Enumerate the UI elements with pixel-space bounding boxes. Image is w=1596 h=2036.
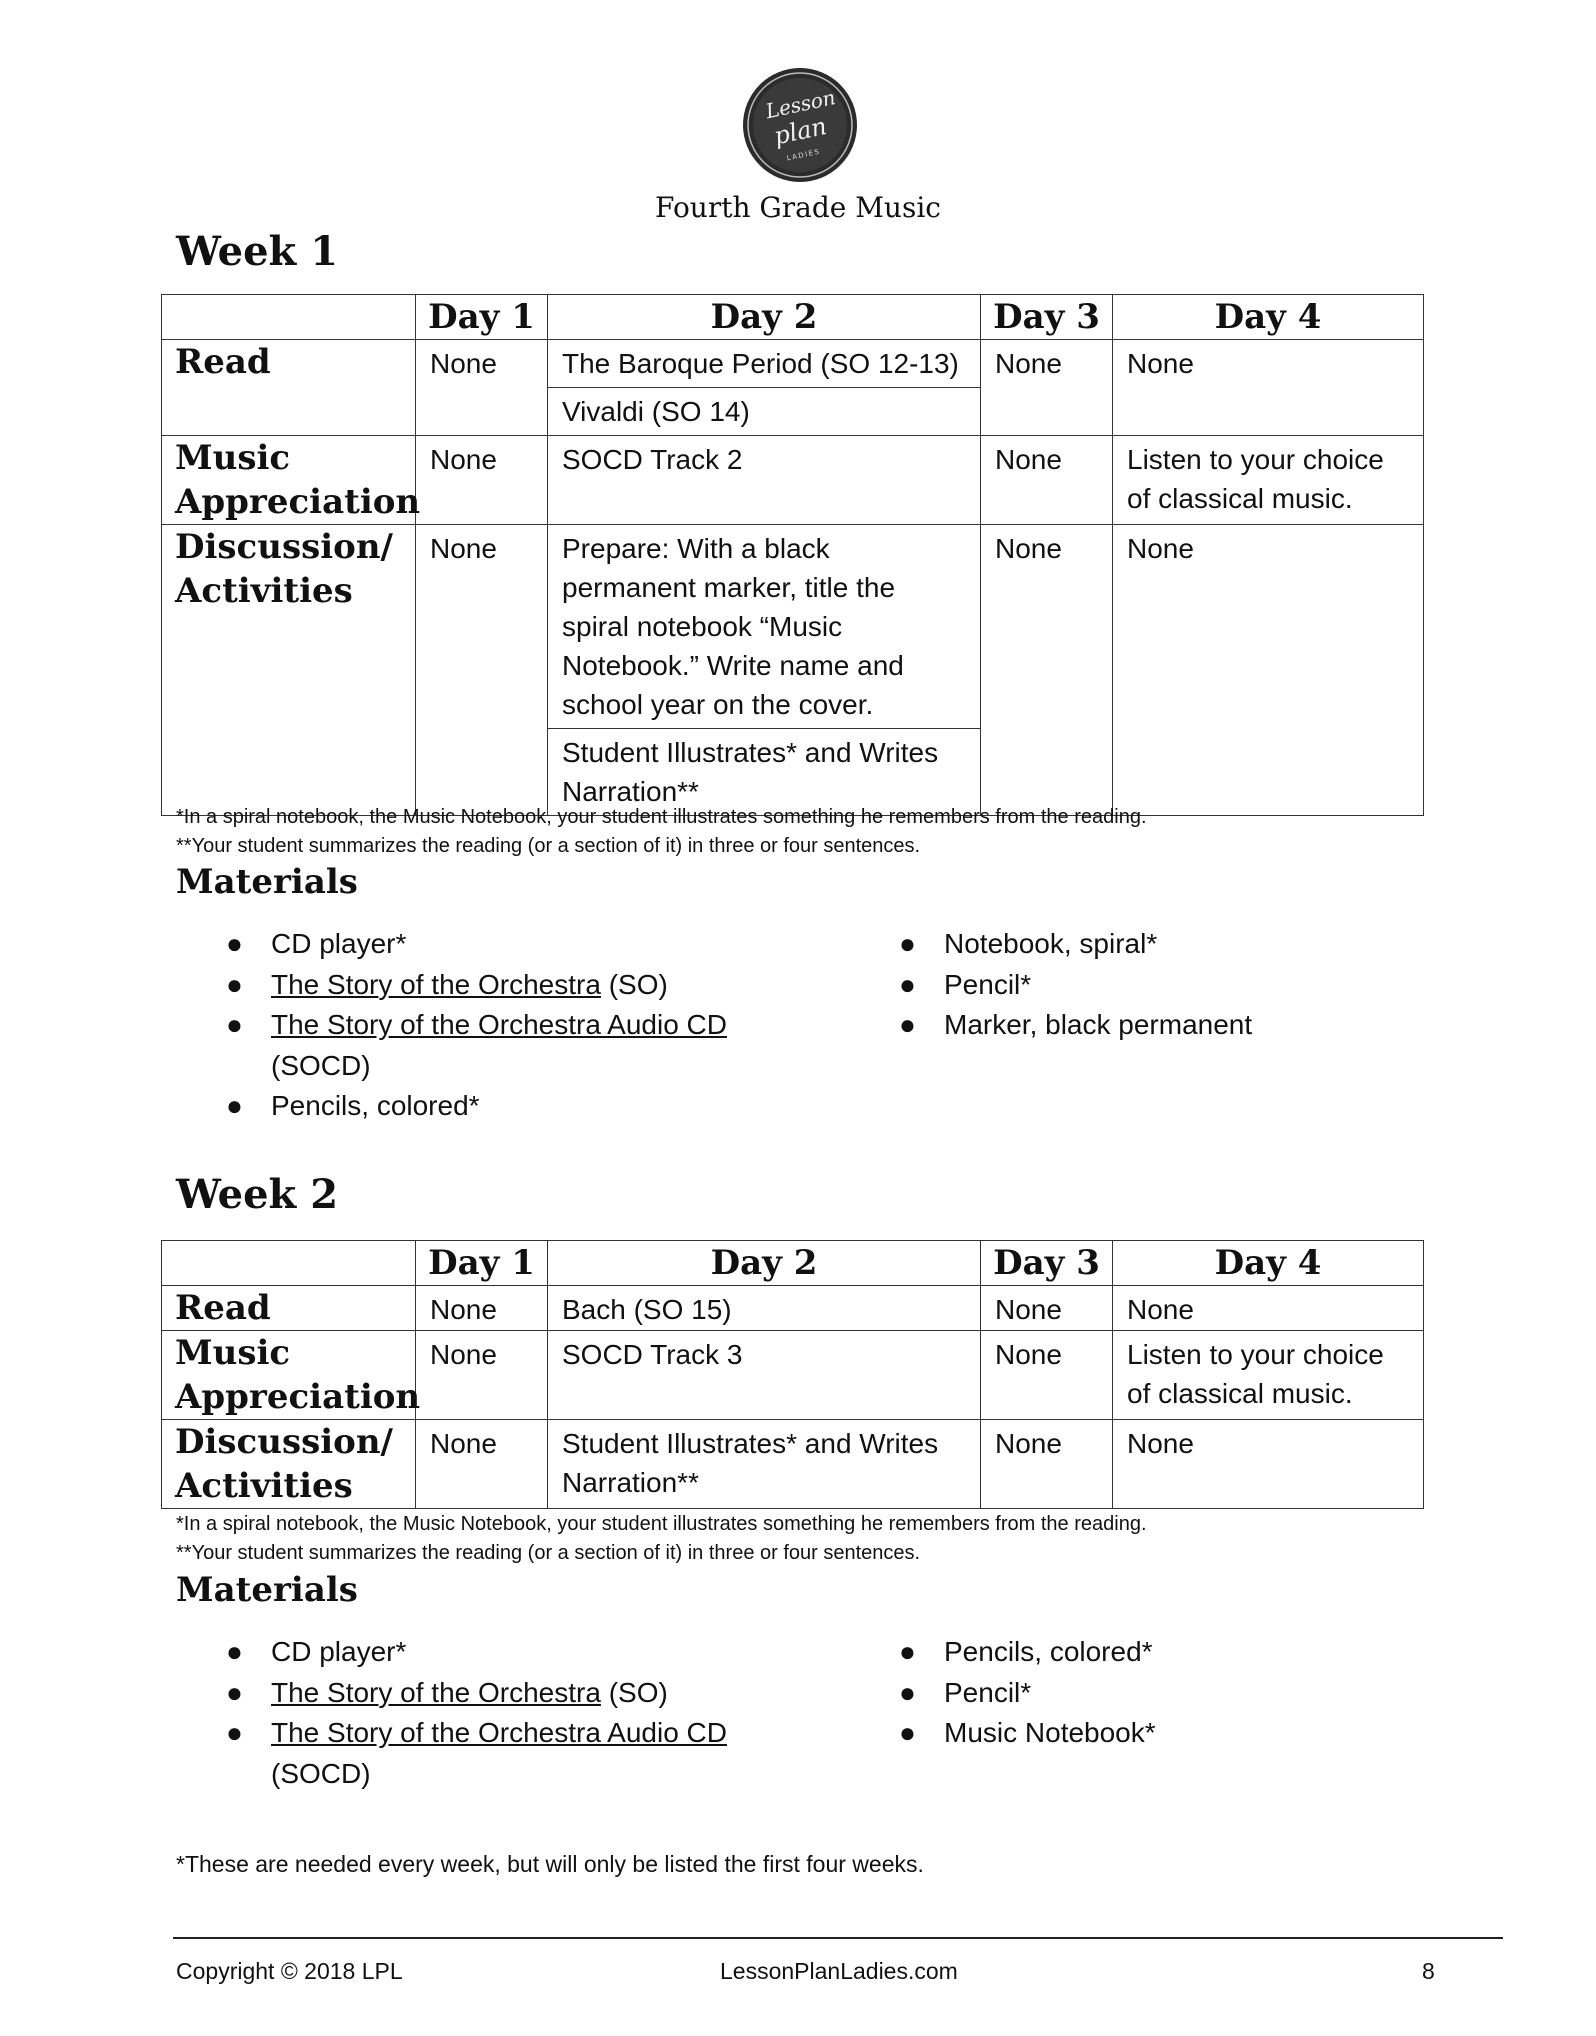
list-item: ● CD player*	[271, 924, 791, 965]
row-label-discussion-activities	[162, 525, 416, 816]
table-row-music-appreciation	[162, 1331, 1424, 1420]
week-1-materials-heading: Materials	[176, 862, 358, 902]
cell-discussion-day-2	[548, 525, 981, 816]
cell-music-day-3: None	[981, 1331, 1113, 1420]
table-header-row	[162, 295, 1424, 340]
row-label-music-appreciation	[162, 436, 421, 525]
logo-line1: Lesson	[763, 85, 838, 124]
cell-read-day-1: None	[416, 340, 548, 436]
week-2-materials-list-right	[899, 1632, 1424, 1754]
table-row-discussion-activities	[162, 525, 1424, 816]
bullet-icon: ●	[899, 1636, 916, 1667]
cell-discussion-day-2-entry-2: Student Illustrates* and Writes Narration**	[548, 728, 980, 815]
week-2-schedule-table	[161, 1240, 1424, 1509]
cell-read-day-2: Bach (SO 15)	[548, 1286, 981, 1331]
list-item: ● Pencil*	[944, 965, 1424, 1006]
row-label-read: Read	[162, 1286, 416, 1331]
week-1-materials-list-left	[226, 924, 791, 1127]
general-note: *These are needed every week, but will only be listed the first four weeks.	[176, 1851, 924, 1877]
header-day-4: Day 4	[1113, 1241, 1424, 1286]
cell-music-day-4: Listen to your choice of classical music.	[1113, 436, 1424, 525]
list-item: ● Marker, black permanent	[944, 1005, 1424, 1046]
list-item: ● The Story of the Orchestra (SO)	[271, 1673, 791, 1714]
header-day-2: Day 2	[548, 1241, 981, 1286]
footnote-narration: **Your student summarizes the reading (or a section of it) in three or four sentences.	[176, 835, 921, 857]
list-item: ● Music Notebook*	[944, 1713, 1424, 1754]
footer-copyright: Copyright © 2018 LPL	[176, 1958, 403, 1984]
cell-discussion-day-3: None	[981, 525, 1113, 816]
cd-title: The Story of the Orchestra Audio CD	[271, 1009, 727, 1040]
row-label-read: Read	[162, 340, 416, 436]
row-label-line-1: Discussion/	[175, 527, 393, 567]
list-item: ● Pencil*	[944, 1673, 1424, 1714]
week-2-materials-list-left	[226, 1632, 791, 1794]
header-corner	[162, 1241, 416, 1286]
cell-music-day-2: SOCD Track 3	[548, 1331, 981, 1420]
table-header-row	[162, 1241, 1424, 1286]
row-label-line-2: Appreciation	[175, 1377, 421, 1417]
cell-read-day-3: None	[981, 1286, 1113, 1331]
header-corner	[162, 295, 416, 340]
bullet-icon: ●	[899, 1009, 916, 1040]
list-item: ● The Story of the Orchestra Audio CD (SOCD)	[271, 1713, 791, 1794]
bullet-icon: ●	[899, 968, 916, 1000]
table-row-read	[162, 1286, 1424, 1331]
header-day-1: Day 1	[416, 1241, 548, 1286]
week-1-schedule-table	[161, 294, 1424, 816]
row-label-line-1: Discussion/	[175, 1422, 393, 1462]
header-day-4: Day 4	[1113, 295, 1424, 340]
cell-discussion-day-1: None	[416, 525, 548, 816]
cell-read-day-2	[548, 340, 981, 436]
cell-music-day-1: None	[416, 436, 548, 525]
bullet-icon: ●	[226, 1636, 243, 1667]
cell-music-day-3: None	[981, 436, 1113, 525]
header-day-3: Day 3	[981, 295, 1113, 340]
bullet-icon: ●	[226, 1676, 243, 1708]
cell-read-day-1: None	[416, 1286, 548, 1331]
row-label-line-1: Music	[175, 1333, 291, 1373]
row-label-line-2: Activities	[175, 571, 353, 611]
cell-music-day-4: Listen to your choice of classical music.	[1113, 1331, 1424, 1420]
bullet-icon: ●	[899, 1676, 916, 1708]
cell-discussion-day-4: None	[1113, 1420, 1424, 1509]
bullet-icon: ●	[226, 968, 243, 1000]
bullet-icon: ●	[899, 928, 916, 959]
footer-website: LessonPlanLadies.com	[720, 1958, 958, 1984]
logo-line2: plan	[771, 111, 830, 151]
header-day-2: Day 2	[548, 295, 981, 340]
week-1-heading: Week 1	[176, 228, 339, 275]
week-2-heading: Week 2	[176, 1171, 339, 1218]
week-1-materials-list-right	[899, 924, 1424, 1046]
list-item: ● The Story of the Orchestra Audio CD (SOCD)	[271, 1005, 791, 1086]
header-day-1: Day 1	[416, 295, 548, 340]
logo-line3: LADIES	[786, 147, 822, 163]
cd-title: The Story of the Orchestra Audio CD	[271, 1717, 727, 1748]
book-title: The Story of the Orchestra	[271, 1676, 601, 1708]
row-label-music-appreciation	[162, 1331, 421, 1420]
bullet-icon: ●	[226, 928, 243, 959]
cell-read-day-2-entry-1: The Baroque Period (SO 12-13)	[562, 348, 959, 379]
cell-discussion-day-2-entry-1: Prepare: With a black permanent marker, title the spiral notebook “Music Notebook.” Write name and school year on the cover.	[562, 533, 904, 720]
cell-read-day-2-entry-2: Vivaldi (SO 14)	[548, 387, 980, 435]
book-title: The Story of the Orchestra	[271, 968, 601, 1000]
footnote-narration: **Your student summarizes the reading (or a section of it) in three or four sentences.	[176, 1542, 921, 1564]
page-number: 8	[1422, 1958, 1435, 1984]
row-label-line-2: Activities	[175, 1466, 353, 1506]
table-row-read	[162, 340, 1424, 436]
page-title: Fourth Grade Music	[655, 191, 941, 224]
week-1-footnotes	[176, 803, 1147, 861]
row-label-line-2: Appreciation	[175, 482, 421, 522]
footnote-illustration: *In a spiral notebook, the Music Notebook, your student illustrates something he remembers from the reading.	[176, 1513, 1147, 1535]
cell-discussion-day-4: None	[1113, 525, 1424, 816]
cell-music-day-2: SOCD Track 2	[548, 436, 981, 525]
cell-read-day-4: None	[1113, 340, 1424, 436]
cell-discussion-day-2: Student Illustrates* and Writes Narration**	[548, 1420, 981, 1509]
footnote-illustration: *In a spiral notebook, the Music Notebook, your student illustrates something he remembers from the reading.	[176, 806, 1147, 828]
table-row-music-appreciation	[162, 436, 1424, 525]
list-item: ● The Story of the Orchestra (SO)	[271, 965, 791, 1006]
week-2-footnotes	[176, 1510, 1147, 1568]
bullet-icon: ●	[226, 1009, 243, 1040]
bullet-icon: ●	[226, 1090, 243, 1121]
cell-discussion-day-1: None	[416, 1420, 548, 1509]
list-item: ● Notebook, spiral*	[944, 924, 1424, 965]
cell-music-day-1: None	[416, 1331, 548, 1420]
footer-divider	[173, 1937, 1503, 1939]
lesson-plan-ladies-logo	[742, 67, 858, 183]
cell-read-day-4: None	[1113, 1286, 1424, 1331]
list-item: ● Pencils, colored*	[944, 1632, 1424, 1673]
row-label-discussion-activities	[162, 1420, 416, 1509]
bullet-icon: ●	[226, 1717, 243, 1748]
list-item: ● Pencils, colored*	[271, 1086, 791, 1127]
row-label-line-1: Music	[175, 438, 291, 478]
cell-read-day-3: None	[981, 340, 1113, 436]
bullet-icon: ●	[899, 1717, 916, 1748]
cell-discussion-day-3: None	[981, 1420, 1113, 1509]
table-row-discussion-activities	[162, 1420, 1424, 1509]
header-day-3: Day 3	[981, 1241, 1113, 1286]
week-2-materials-heading: Materials	[176, 1570, 358, 1610]
list-item: ● CD player*	[271, 1632, 791, 1673]
